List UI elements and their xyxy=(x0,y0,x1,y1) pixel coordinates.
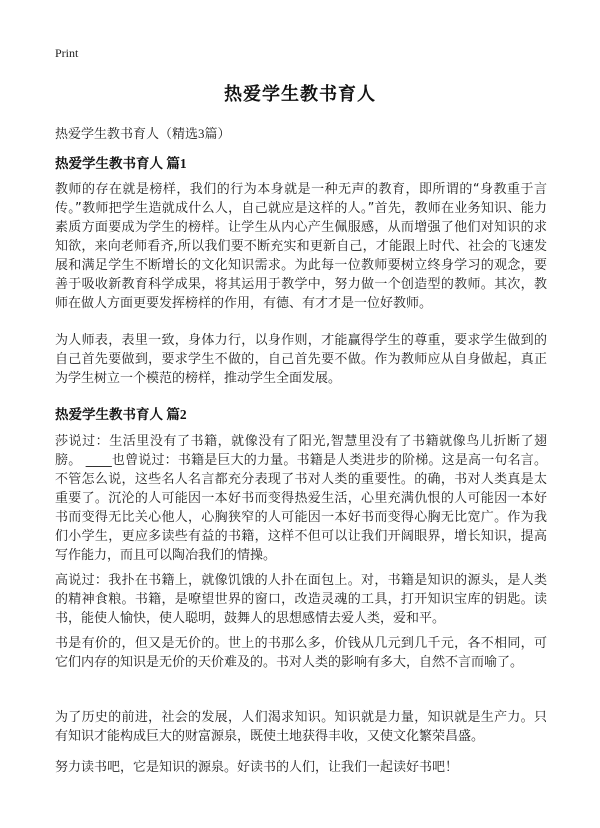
section-2-paragraph-4: 为了历史的前进，社会的发展，人们渴求知识。知识就是力量，知识就是生产力。只有知识才能构成巨大的财富源泉，既使土地获得丰收，又使文化繁荣昌盛。 xyxy=(55,710,547,744)
section-1-heading: 热爱学生教书育人 篇1 xyxy=(55,156,187,171)
section-2-paragraph-3: 书是有价的，但又是无价的。世上的书那么多，价钱从几元到几千元，各不相同，可它们内存的知识是无价的天价难及的。书对人类的影响有多大，自然不言而喻了。 xyxy=(55,636,547,670)
document-subtitle: 热爱学生教书育人（精选3篇） xyxy=(55,126,231,141)
section-2-paragraph-2: 高说过：我扑在书籍上，就像饥饿的人扑在面包上。对，书籍是知识的源头，是人类的精神食粮。书籍，是嘹望世界的窗口，改造灵魂的工具，打开知识宝库的钥匙。读书，能使人愉快，使人聪明，鼓舞人的思想感情去爱人类，爱和平。 xyxy=(55,573,547,626)
section-1-paragraph-2: 为人师表，表里一致，身体力行，以身作则，才能赢得学生的尊重，要求学生做到的自己首先要做到，要求学生不做的，自己首先要不做。作为教师应从自身做起，真正为学生树立一个模范的榜样，推动学生全面发展。 xyxy=(55,333,547,386)
section-1-paragraph-1: 教师的存在就是榜样，我们的行为本身就是一种无声的教育，即所谓的“身教重于言传。”教师把学生造就成什么人，自己就应是这样的人。”首先，教师在业务知识、能力素质方面要成为学生的榜样。让学生从内心产生佩服感，从而增强了他们对知识的求知欲，来向老师看齐,所以我们要不断充实和更新自己，才能跟上时代、社会的飞速发展和满足学生不断增长的文化知识需求。为此每一位教师要树立终身学习的观念，要善于吸收新教育科学成果，将其运用于教学中，努力做一个创造型的教师。其次，教师在做人方面更要发挥榜样的作用，有德、有才才是一位好教师。 xyxy=(55,182,547,311)
section-2-heading: 热爱学生教书育人 篇2 xyxy=(55,407,187,422)
print-link[interactable]: Print xyxy=(55,46,79,60)
section-2-paragraph-5: 努力读书吧，它是知识的源泉。好读书的人们，让我们一起读好书吧！ xyxy=(55,760,459,775)
document-title: 热爱学生教书育人 xyxy=(224,84,376,105)
section-2-paragraph-1: 莎说过：生活里没有了书籍，就像没有了阳光,智慧里没有了书籍就像鸟儿折断了翅膀。 ____也曾说过：书籍是巨大的力量。书籍是人类进步的阶梯。这是高一句名言。不管怎么说，这些名人名言都充分表现了书对人类的重要性。的确，书对人类真是太重要了。沉沦的人可能因一本好书而变得热爱生活，心里充满仇恨的人可能因一本好书而变得无比关心他人，心胸狭窄的人可能因一本好书而变得心胸无比宽广。作为我们小学生，更应多读些有益的书籍，这样不但可以让我们开阔眼界，增长知识，提高写作能力，而且可以陶冶我们的情操。 xyxy=(55,434,547,563)
